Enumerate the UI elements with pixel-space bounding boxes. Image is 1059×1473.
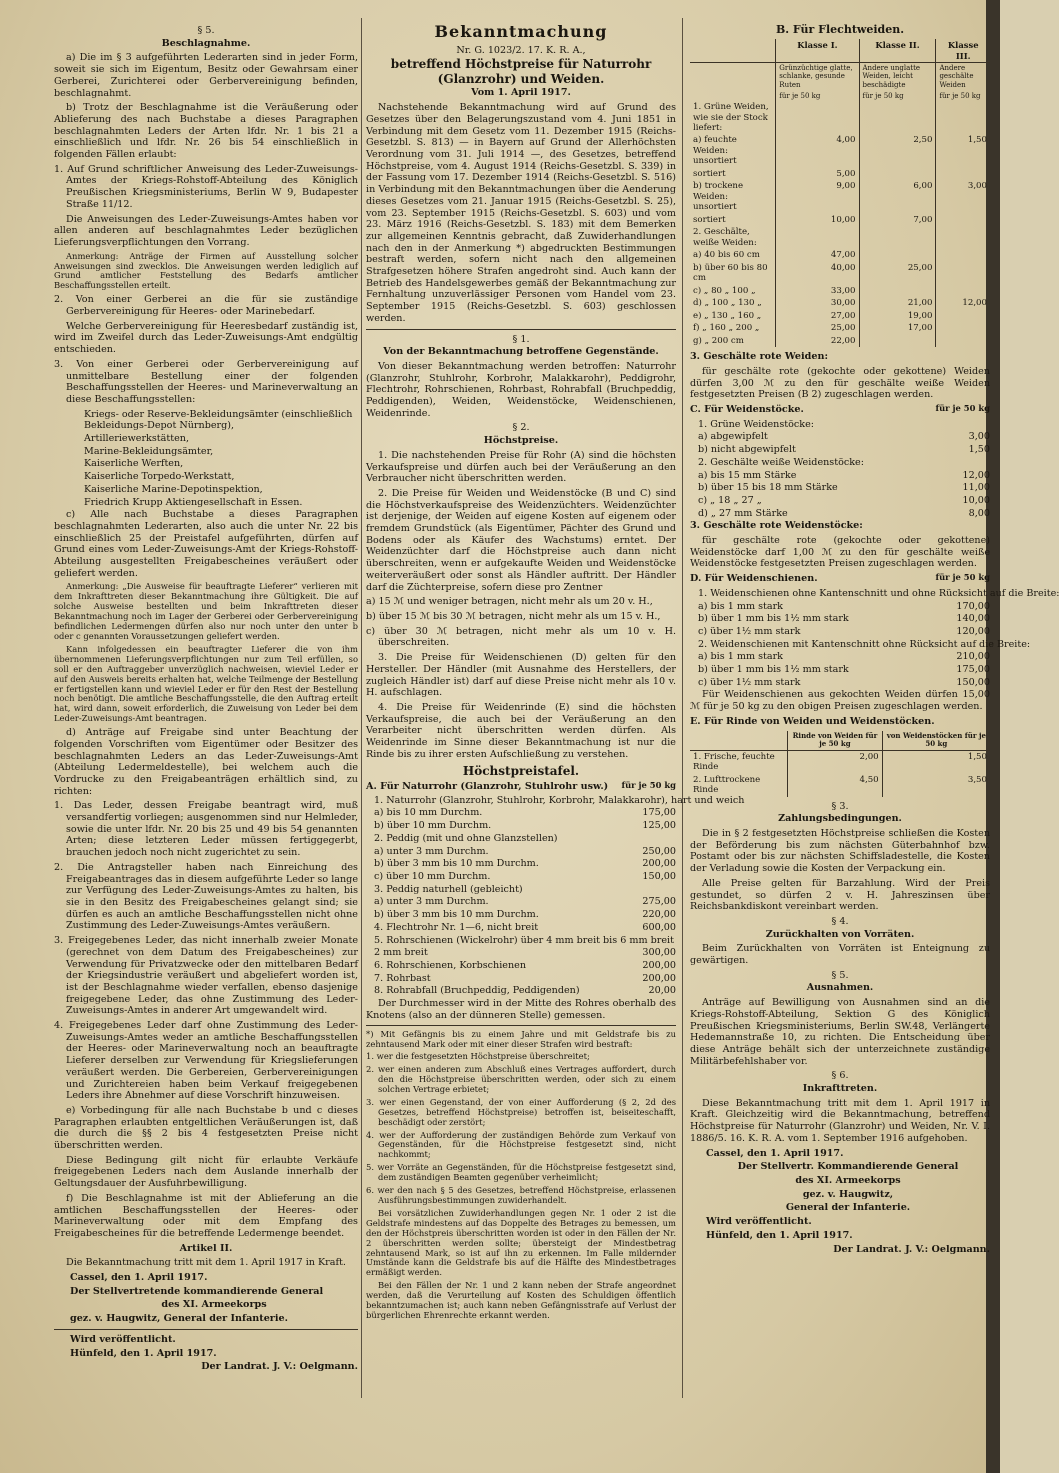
- list-item: 2. Die Antragsteller haben nach Einreichung des Freigabeantrages das in diesem aufgeführte Leder so lange zur Verfügung des Leder-Zuweisungs-Amtes zu halten, bis sie in den Besitz des Freigabescheines gelangt sind; sie dürfen es auch an amtliche Beschaffungsstellen nicht ohne Zustimmung des Leder-Zuweisungs-Amtes veräußern.: [54, 861, 358, 932]
- table-cell: sortiert: [693, 214, 726, 225]
- table-cell: 17,00: [859, 322, 936, 334]
- signature-line: gez. v. Haugwitz, General der Infanterie.: [70, 1313, 288, 1325]
- subheadline: (Glanzrohr) und Weiden.: [437, 71, 605, 86]
- table-cell: f) „ 160 „ 200 „: [693, 323, 760, 334]
- table-row: [690, 310, 990, 322]
- price-row: [374, 833, 676, 845]
- table-title: Höchstpreistafel.: [462, 764, 580, 779]
- column-1: [54, 22, 358, 1375]
- list-item: 2. Von einer Gerberei an die für sie zuständige Gerbervereinigung für Heeres- oder Marinebedarf.: [54, 294, 358, 317]
- price-value: [942, 419, 990, 431]
- table-cell: 2,50: [859, 134, 936, 167]
- price-row: [374, 884, 676, 896]
- paragraph: 1. Die nachstehenden Preise für Rohr (A) sind die höchsten Verkaufspreise und dürfen auch bei der Veräußerung an den Verbraucher nicht überschritten werden.: [366, 449, 676, 485]
- price-row: [374, 985, 676, 997]
- price-value: 125,00: [642, 820, 676, 832]
- article-title: Artikel II.: [179, 1242, 233, 1254]
- price-row: [698, 431, 990, 443]
- paragraph: Diese Bekanntmachung tritt mit dem 1. April 1917 in Kraft. Gleichzeitig wird die Bekanntmachung, betreffend Höchstpreise für Naturrohr (Glanzrohr) und Weiden, Nr. V. I. 1886/5. 16. K. R. A. vom 1. September 1916 aufgehoben.: [690, 1097, 990, 1144]
- price-value: 150,00: [642, 870, 676, 882]
- price-label: 7. Rohrbast: [374, 972, 431, 984]
- column-header: Rinde von Weiden für je 50 kg: [788, 731, 882, 751]
- footnote: Bei den Fällen der Nr. 1 und 2 kann neben der Strafe angeordnet werden, daß die Verurteilung auf Kosten des Schuldigen öffentlich bekanntzumachen ist; auch kann neben Gefängnisstrafe auf Verlust der bürgerlichen Ehrenrechte erkannt werden.: [366, 1280, 676, 1320]
- price-label: b) über 3 mm bis 10 mm Durchm.: [374, 909, 539, 921]
- price-row: [374, 922, 676, 934]
- table-cell: g) „ 200 cm: [693, 335, 744, 346]
- unit-cell: [690, 91, 776, 102]
- price-row: [698, 651, 990, 663]
- table-cell: 21,00: [859, 297, 936, 309]
- list-item: Artilleriewerkstätten,: [84, 433, 189, 445]
- price-label: 5. Rohrschienen (Wickelrohr) über 4 mm breit bis 6 mm breit: [374, 934, 674, 946]
- price-label: 1. Naturrohr (Glanzrohr, Stuhlrohr, Korbrohr, Malakkarohr), hart und weich: [374, 794, 745, 806]
- price-label: 3. Peddig naturhell (gebleicht): [374, 883, 523, 895]
- place-date: Hünfeld, den 1. April 1917.: [706, 1229, 853, 1241]
- table-cell: [859, 249, 936, 261]
- price-value: 8,00: [968, 507, 990, 519]
- price-label: a) unter 3 mm Durchm.: [374, 845, 489, 857]
- note: Kann infolgedessen ein beauftragter Lieferer die von ihm übernommenen Lieferungsverpflichtungen nur zum Teil erfüllen, so soll er den Auftraggeber unverzüglich nachweisen, wieviel Leder er auf den Ausweis bereits erhalten hat, welche Teilmenge der Bestellung er fertigstellen kann und wieviel Leder er für den Rest der Bestellung noch benötigt. Die amtliche Beschaffungsstelle, die den Auftrag erteilt hat, wird dann, soweit erforderlich, die Zuweisung von Leder bei dem Leder-Zuweisungs-Amt beantragen.: [54, 643, 358, 724]
- footnote: Bei vorsätzlichen Zuwiderhandlungen gegen Nr. 1 oder 2 ist die Geldstrafe mindestens auf das Doppelte des Betrages zu bemessen, um den der Höchstpreis überschritten worden ist oder in den Fällen der Nr. 2 überschritten werden sollte; übersteigt der Mindestbetrag zehntausend Mark, so ist auf ihn zu erkennen. Im Falle mildernder Umstände kann die Geldstrafe bis auf die Hälfte des Mindestbetrages ermäßigt werden.: [366, 1207, 676, 1278]
- list-item: Kaiserliche Werften,: [84, 458, 184, 470]
- price-row: [374, 935, 676, 947]
- divider: [366, 1025, 676, 1026]
- table-cell: [936, 335, 990, 347]
- table-cell: 4,00: [776, 134, 859, 167]
- signature-line: Der Landrat. J. V.: Oelgmann.: [833, 1243, 990, 1255]
- price-label: b) nicht abgewipfelt: [698, 444, 796, 456]
- footnote-item: 1. wer die festgesetzten Höchstpreise überschreitet;: [366, 1051, 590, 1062]
- section-title: Ausnahmen.: [806, 982, 874, 994]
- subheadline: betreffend Höchstpreise für Naturrohr: [390, 57, 652, 72]
- table-cell: [776, 226, 859, 249]
- price-value: 250,00: [642, 845, 676, 857]
- column-divider: [682, 18, 683, 1398]
- price-value: 170,00: [956, 600, 990, 612]
- table-row: [690, 285, 990, 297]
- signature-line: Der Stellvertr. Kommandierende General: [737, 1161, 959, 1173]
- list-item: 3. Von einer Gerberei oder Gerbervereinigung auf unmittelbare Bestellung einer der folgenden Beschaffungsstellen der Heeres- und Marineverwaltung an diese Beschaffungsstellen:: [54, 358, 358, 405]
- place-date: Cassel, den 1. April 1917.: [706, 1147, 844, 1159]
- table-cell: a) feuchte Weiden: unsortiert: [693, 135, 737, 167]
- unit-cell: für je 50 kg: [859, 91, 936, 102]
- paragraph: Die Bekanntmachung tritt mit dem 1. April 1917 in Kraft.: [66, 1257, 346, 1269]
- unit-cell: für je 50 kg: [936, 91, 990, 102]
- paragraph: Diese Bedingung gilt nicht für erlaubte Verkäufe freigegebenen Leders nach dem Auslande innerhalb der Geltungsdauer der Ausfuhrbewilligung.: [54, 1154, 358, 1190]
- table-row: [690, 226, 990, 249]
- price-value: 175,00: [956, 664, 990, 676]
- signature-line: Der Landrat. J. V.: Oelgmann.: [201, 1361, 358, 1373]
- list-item: 1. Das Leder, dessen Freigabe beantragt wird, muß versandfertig vorliegen; ausgenommen sind nur Helmleder, sowie die unter lfdr. Nr. 20 bis 25 und 49 bis 54 genannten Arten; diese letzteren Leder müssen fertiggegerbt, brauchen jedoch noch nicht zugerichtet zu sein.: [54, 800, 358, 859]
- table-row: [690, 249, 990, 261]
- table-cell: 1,50: [882, 750, 990, 773]
- table-cell: [936, 249, 990, 261]
- price-row: [698, 470, 990, 482]
- table-cell: 1. Grüne Weiden, wie sie der Stock liefert:: [693, 102, 769, 133]
- section-title: E. Für Rinde von Weiden und Weidenstöcken.: [690, 715, 935, 727]
- price-row: [374, 960, 676, 972]
- column-subheader: Grünzüchtige glatte, schlanke, gesunde Ruten: [776, 62, 859, 90]
- table-row: [690, 774, 990, 797]
- paragraph: 4. Die Preise für Weidenrinde (E) sind die höchsten Verkaufspreise, die auch bei der Veräußerung an den Verarbeiter nicht überschritten werden dürfen. Als Weidenrinde im Sinne dieser Bekanntmachung ist nur die Rinde bis zu ihrer ersten Aufschließung zu verstehen.: [366, 701, 676, 760]
- section-title: Höchstpreise.: [483, 435, 559, 447]
- price-value: 220,00: [642, 909, 676, 921]
- price-value: 150,00: [956, 676, 990, 688]
- price-list: [366, 794, 745, 997]
- price-value: 10,00: [962, 494, 990, 506]
- price-row: [698, 587, 1059, 600]
- table-cell: a) 40 bis 60 cm: [693, 250, 760, 261]
- price-label: d) „ 27 mm Stärke: [698, 507, 788, 519]
- table-cell: 2. Lufttrockene Rinde: [693, 774, 761, 796]
- price-row: [698, 444, 990, 456]
- section-label: A. Für Naturrohr (Glanzrohr, Stuhlrohr usw.): [366, 781, 609, 793]
- table-cell: [936, 226, 990, 249]
- table-cell: 47,00: [776, 249, 859, 261]
- table-section-header: [690, 573, 990, 585]
- price-label: c) über 1½ mm stark: [698, 676, 801, 688]
- price-value: 210,00: [956, 651, 990, 663]
- paragraph: c) Alle nach Buchstabe a dieses Paragraphen beschlagnahmten Lederarten, also auch die unter Nr. 22 bis einschließlich 25 der Preistafel aufgeführten, dürfen auf Grund eines vom Leder-Zuweisungs-Amt der Kriegs-Rohstoff-Abteilung ausgestellten Freigabescheines veräußert oder geliefert werden.: [54, 509, 358, 579]
- table-cell: sortiert: [693, 168, 726, 179]
- subsection-title: 3. Geschälte rote Weiden:: [690, 351, 829, 363]
- subsection-title: 3. Geschälte rote Weidenstöcke:: [690, 520, 863, 532]
- table-cell: [936, 285, 990, 297]
- paragraph: d) Anträge auf Freigabe sind unter Beachtung der folgenden Vorschriften vom Eigentümer oder Besitzer des beschlagnahmten Leders an das Leder-Zuweisungs-Amt (Abteilung Ledermeldestelle), bei welchem auch die Vordrucke zu den Freigabeanträgen erhältlich sind, zu richten:: [54, 727, 358, 797]
- divider: [54, 1329, 358, 1330]
- column-header: Klasse III.: [936, 39, 990, 62]
- table-row: [690, 297, 990, 309]
- section-title: Von der Bekanntmachung betroffene Gegenstände.: [383, 346, 659, 358]
- table-row: [690, 101, 990, 134]
- price-value: 140,00: [956, 613, 990, 625]
- table-cell: 1. Frische, feuchte Rinde: [693, 751, 775, 773]
- table-cell: 2,00: [788, 750, 882, 773]
- table-cell: 7,00: [859, 214, 936, 226]
- paragraph: Der Durchmesser wird in der Mitte des Rohres oberhalb des Knotens (also an der dünneren Stelle) gemessen.: [366, 998, 676, 1021]
- column-header: [690, 39, 776, 62]
- list-item: Marine-Bekleidungsämter,: [84, 445, 214, 457]
- section-title: B. Für Flechtweiden.: [775, 23, 905, 36]
- table-row: [690, 322, 990, 334]
- price-row: [698, 613, 990, 625]
- price-label: a) bis 1 mm stark: [698, 651, 783, 663]
- flechtweiden-table: [690, 39, 990, 347]
- section-number: § 1.: [512, 333, 530, 345]
- paragraph: Anträge auf Bewilligung von Ausnahmen sind an die Kriegs-Rohstoff-Abteilung, Sektion G des Königlich Preußischen Kriegsministeriums, Berlin SW.48, Verlängerte Hedemannstraße 10, zu richten. Die Entscheidung über diese Anträge behält sich der unterzeichnete zuständige Militärbefehlshaber vor.: [690, 997, 990, 1067]
- unit-label: für je 50 kg: [935, 403, 990, 414]
- table-cell: [859, 226, 936, 249]
- section-label: D. Für Weidenschienen.: [690, 573, 818, 585]
- paragraph: Nachstehende Bekanntmachung wird auf Grund des Gesetzes über den Belagerungszustand vom 4. Juni 1851 in Verbindung mit dem Gesetz vom 11. Dezember 1915 (Reichs-Gesetzbl. S. 813) — in Bayern auf Grund der Allerhöchsten Verordnung vom 31. Juli 1914 —, des Gesetzes, betreffend Höchstpreise, vom 4. August 1914 (Reichs-Gesetzbl. S. 339) in der Fassung vom 17. Dezember 1914 (Reichs-Gesetzbl. S. 516) in Verbindung mit den Bekanntmachungen über die Aenderung dieses Gesetzes vom 21. Januar 1915 (Reichs-Gesetzbl. S. 25), vom 23. September 1915 (Reichs-Gesetzbl. S. 603) und vom 23. März 1916 (Reichs-Gesetzbl. S. 183) mit dem Bemerken zur allgemeinen Kenntnis gebracht, daß Zuwiderhandlungen nach den in der Anmerkung *) abgedruckten Bestimmungen bestraft werden, sofern nicht nach den allgemeinen Strafgesetzen höhere Strafen angedroht sind. Auch kann der Betrieb des Handelsgewerbes gemäß der Bekanntmachung zur Fernhaltung unzuverlässiger Personen vom Handel vom 23. September 1915 (Reichs-Gesetzbl. S. 603) geschlossen werden.: [366, 102, 676, 324]
- table-cell: 3,00: [936, 180, 990, 213]
- price-label: c) über 10 mm Durchm.: [374, 870, 491, 882]
- list-item: Kaiserliche Marine-Depotinspektion,: [84, 483, 263, 495]
- signature-line: Der Stellvertretende kommandierende General: [70, 1285, 324, 1297]
- price-row: [374, 820, 676, 832]
- reference-number: Nr. G. 1023/2. 17. K. R. A.,: [456, 44, 586, 56]
- table-cell: 19,00: [859, 310, 936, 322]
- price-label: b) über 1 mm bis 1½ mm stark: [698, 664, 849, 676]
- table-cell: 1,50: [936, 134, 990, 167]
- price-value: 200,00: [642, 959, 676, 971]
- price-value: 20,00: [648, 985, 676, 997]
- price-value: 3,00: [968, 431, 990, 443]
- section-number: § 5.: [197, 25, 215, 36]
- price-label: 6. Rohrschienen, Korbschienen: [374, 959, 526, 971]
- paragraph: a) Die im § 3 aufgeführten Lederarten sind in jeder Form, soweit sie sich im Eigentum, Besitz oder Gewahrsam einer Gerberei, Zurichterei oder Gerbervereinigung befinden, beschlagnahmt.: [54, 52, 358, 99]
- price-label: 2. Geschälte weiße Weidenstöcke:: [698, 456, 864, 468]
- price-label: c) „ 18 „ 27 „: [698, 494, 762, 506]
- list-item: Kaiserliche Torpedo-Werkstatt,: [84, 471, 235, 483]
- table-cell: [859, 168, 936, 180]
- column-3: [690, 22, 1059, 1257]
- section-number: § 6.: [831, 1070, 849, 1082]
- table-cell: 22,00: [776, 335, 859, 347]
- column-header: [690, 731, 788, 751]
- price-row: [698, 482, 990, 494]
- column-subheader: [690, 62, 776, 90]
- table-row: [690, 134, 990, 167]
- table-cell: 30,00: [776, 297, 859, 309]
- section-number: § 4.: [831, 915, 849, 927]
- table-cell: 2. Geschälte, weiße Weiden:: [693, 227, 757, 248]
- price-label: 1. Weidenschienen ohne Kantenschnitt und ohne Rücksicht auf die Breite:: [698, 587, 1059, 599]
- paragraph: für geschälte rote (gekochte oder gekottene) Weidenstöcke darf 1,00 ℳ zu den für geschälte weiße Weidenstöcke festgesetzten Preisen zugeschlagen werden.: [690, 535, 990, 570]
- column-subheader: Andere unglatte Weiden, leicht beschädigte: [859, 62, 936, 90]
- price-row: [374, 807, 676, 819]
- price-row: [698, 638, 1031, 651]
- list-item: 1. Auf Grund schriftlicher Anweisung des Leder-Zuweisungs-Amtes der Kriegs-Rohstoff-Abteilung des Königlich Preußischen Kriegsministeriums, Berlin W 9, Budapester Straße 11/12.: [54, 163, 358, 210]
- place-date: Hünfeld, den 1. April 1917.: [70, 1347, 217, 1359]
- price-row: [698, 495, 990, 507]
- place-date: Cassel, den 1. April 1917.: [70, 1272, 208, 1284]
- table-cell: [776, 101, 859, 134]
- paragraph: Alle Preise gelten für Barzahlung. Wird der Preis gestundet, so dürfen 2 v. H. Jahreszinsen über Reichsbankdiskont vereinbart werden.: [690, 877, 990, 913]
- price-label: a) unter 3 mm Durchm.: [374, 896, 489, 908]
- divider: [366, 329, 676, 330]
- table-cell: d) „ 100 „ 130 „: [693, 298, 762, 309]
- paragraph: f) Die Beschlagnahme ist mit der Ablieferung an die amtlichen Beschaffungsstellen der Heeres- oder Marineverwaltung oder mit dem Empfang des Freigabescheines für die betreffende Ledermenge beendet.: [54, 1192, 358, 1239]
- price-label: a) bis 1 mm stark: [698, 600, 783, 612]
- signature-line: des XI. Armeekorps: [161, 1299, 267, 1311]
- table-cell: 40,00: [776, 262, 859, 285]
- price-value: 200,00: [642, 858, 676, 870]
- price-row: [374, 858, 676, 870]
- price-value: 12,00: [962, 469, 990, 481]
- list-item: a) 15 ℳ und weniger betragen, nicht mehr als um 20 v. H.,: [366, 596, 653, 608]
- price-label: c) über 1½ mm stark: [698, 625, 801, 637]
- footnote-item: 3. wer einen Gegenstand, der von einer Aufforderung (§ 2, 2d des Gesetzes, betreffend Höchstpreise) betroffen ist, beiseiteschafft, beschädigt oder zerstört;: [366, 1096, 676, 1127]
- table-cell: 5,00: [776, 168, 859, 180]
- price-list: [690, 419, 990, 520]
- price-row: [374, 973, 676, 985]
- price-value: 200,00: [642, 972, 676, 984]
- table-cell: 10,00: [776, 214, 859, 226]
- table-cell: [936, 310, 990, 322]
- price-label: 2 mm breit: [374, 947, 428, 959]
- price-label: a) abgewipfelt: [698, 431, 768, 443]
- table-cell: [936, 214, 990, 226]
- table-cell: c) „ 80 „ 100 „: [693, 285, 756, 296]
- paragraph: e) Vorbedingung für alle nach Buchstabe b und c dieses Paragraphen erlaubten entgeltlichen Veräußerungen ist, daß die durch die §§ 2 bis 4 festgesetzten Preise nicht überschritten werden.: [54, 1104, 358, 1152]
- paragraph: 3. Die Preise für Weidenschienen (D) gelten für den Hersteller. Der Händler (mit Ausnahme des Herstellers, der zugleich Händler ist) darf auf diese Preise nicht mehr als 10 v. H. aufschlagen.: [366, 652, 676, 699]
- price-label: 4. Flechtrohr Nr. 1—6, nicht breit: [374, 921, 539, 933]
- table-cell: 27,00: [776, 310, 859, 322]
- table-section-header: [366, 781, 676, 793]
- table-cell: [936, 322, 990, 334]
- price-label: b) über 3 mm bis 10 mm Durchm.: [374, 858, 539, 870]
- price-label: 2. Weidenschienen mit Kantenschnitt ohne Rücksicht auf die Breite:: [698, 638, 1031, 650]
- section-title: Zurückhalten von Vorräten.: [765, 928, 915, 940]
- price-value: [674, 935, 676, 947]
- footnote: *) Mit Gefängnis bis zu einem Jahre und mit Geldstrafe bis zu zehntausend Mark oder mit einer dieser Strafen wird bestraft:: [366, 1029, 676, 1050]
- publication-note: Wird veröffentlicht.: [70, 1333, 176, 1345]
- price-row: [374, 909, 676, 921]
- table-cell: b) über 60 bis 80 cm: [693, 262, 768, 284]
- price-row: [698, 601, 990, 613]
- price-value: 11,00: [962, 482, 990, 494]
- price-label: 2. Peddig (mit und ohne Glanzstellen): [374, 832, 558, 844]
- column-subheader: Andere geschälte Weiden: [936, 62, 990, 90]
- paragraph: Welche Gerbervereinigung für Heeresbedarf zuständig ist, wird im Zweifel durch das Leder-Zuweisungs-Amt endgültig entschieden.: [54, 320, 358, 356]
- price-row: [698, 677, 990, 689]
- table-cell: 3,50: [882, 774, 990, 797]
- table-cell: e) „ 130 „ 160 „: [693, 310, 762, 321]
- price-value: 120,00: [956, 625, 990, 637]
- price-label: b) über 10 mm Durchm.: [374, 820, 492, 832]
- signature-line: des XI. Armeekorps: [795, 1174, 901, 1186]
- headline: Bekanntmachung: [434, 22, 608, 41]
- paragraph: 2. Die Preise für Weiden und Weidenstöcke (B und C) sind die Höchstverkaufspreise des Weidenzüchters. Weidenzüchter ist derjenige, der Weiden auf eigene Kosten auf eigenem oder fremdem Grundstück (als Eigentümer, Pächter des Grund und Bodens oder als Käufer des Wachstums) erntet. Der Weidenzüchter darf die Höchstpreise auch dann nicht überschreiten, wenn er aufgekaufte Weiden und Weidenstöcke weiterveräußert oder sonst als Händler auftritt. Der Händler darf die Züchterpreise, sofern diese pro Zentner: [366, 487, 676, 593]
- table-cell: 25,00: [859, 262, 936, 285]
- table-cell: [859, 285, 936, 297]
- price-value: 175,00: [642, 807, 676, 819]
- price-label: 1. Grüne Weidenstöcke:: [698, 418, 815, 430]
- footnote-item: 4. wer der Aufforderung der zuständigen Behörde zum Verkauf von Gegenständen, für die Höchstpreise festgesetzt sind, nicht nachkommt;: [366, 1129, 676, 1160]
- paragraph: für geschälte rote (gekochte oder gekottene) Weiden dürfen 3,00 ℳ zu den für geschälte weiße Weiden festgesetzten Preisen (B 2) zugeschlagen werden.: [690, 365, 990, 401]
- price-row: [374, 896, 676, 908]
- publication-note: Wird veröffentlicht.: [706, 1216, 812, 1228]
- footnote-item: 5. wer Vorräte an Gegenständen, für die Höchstpreise festgesetzt sind, dem zuständigen Beamten gegenüber verheimlicht;: [366, 1162, 676, 1183]
- column-header: von Weidenstöcken für je 50 kg: [882, 731, 990, 751]
- table-cell: [936, 168, 990, 180]
- table-section-header: [690, 404, 990, 416]
- price-value: 300,00: [642, 947, 676, 959]
- table-cell: 25,00: [776, 322, 859, 334]
- table-cell: 33,00: [776, 285, 859, 297]
- paragraph: Für Weidenschienen aus gekochten Weiden dürfen 15,00 ℳ für je 50 kg zu den obigen Preisen zugeschlagen werden.: [690, 689, 990, 713]
- paragraph: b) Trotz der Beschlagnahme ist die Veräußerung oder Ablieferung des nach Buchstabe a dieses Paragraphen beschlagnahmten Leders der Arten lfdr. Nr. 1 bis 21 a einschließlich und lfdr. Nr. 26 bis 54 einschließlich in folgenden Fällen erlaubt:: [54, 102, 358, 161]
- table-row: [690, 214, 990, 226]
- section-number: § 5.: [831, 969, 849, 981]
- list-item: c) über 30 ℳ betragen, nicht mehr als um 10 v. H. überschreiten.: [366, 625, 676, 649]
- price-label: 8. Rohrabfall (Bruchpeddig, Peddigenden): [374, 985, 580, 997]
- unit-label: für je 50 kg: [621, 780, 676, 791]
- table-row: [690, 168, 990, 180]
- price-label: a) bis 15 mm Stärke: [698, 469, 797, 481]
- table-row: [690, 335, 990, 347]
- price-value: 600,00: [642, 921, 676, 933]
- price-value: 275,00: [642, 896, 676, 908]
- column-header: Klasse II.: [859, 39, 936, 62]
- section-title: Beschlagnahme.: [161, 37, 251, 49]
- table-row: [690, 262, 990, 285]
- section-title: Inkrafttreten.: [802, 1083, 878, 1095]
- price-value: [942, 457, 990, 469]
- list-item: Friedrich Krupp Aktiengesellschaft in Essen.: [84, 496, 303, 508]
- unit-cell: für je 50 kg: [776, 91, 859, 102]
- list-item: 3. Freigegebenes Leder, das nicht innerhalb zweier Monate (gerechnet von dem Datum des Freigabescheines) zur Verwendung für Privatzwecke oder den mittelbaren Bedarf der Kriegsindustrie veräußert und abgeliefert worden ist, ist der Beschlagnahme wieder verfallen, ebenso dasjenige freigegebene Leder, das ohne Zustimmung des Leder-Zuweisungs-Amtes in anderer Art umgewandelt wird.: [54, 935, 358, 1017]
- price-row: [698, 508, 990, 520]
- table-cell: [859, 101, 936, 134]
- price-label: b) über 1 mm bis 1½ mm stark: [698, 613, 849, 625]
- price-row: [698, 626, 990, 638]
- price-value: [628, 833, 676, 845]
- table-cell: 9,00: [776, 180, 859, 213]
- paragraph: Die in § 2 festgesetzten Höchstpreise schließen die Kosten der Beförderung bis zum nächsten Güterbahnhof bzw. Postamt oder bis zur nächsten Schiffsladestelle, die Kosten der Verladung sowie die Kosten der Verpackung ein.: [690, 828, 990, 875]
- signature-line: General der Infanterie.: [785, 1202, 911, 1214]
- price-row: [374, 794, 745, 807]
- price-row: [374, 871, 676, 883]
- table-cell: [859, 335, 936, 347]
- price-label: b) über 15 bis 18 mm Stärke: [698, 482, 838, 494]
- price-row: [374, 846, 676, 858]
- paragraph: Von dieser Bekanntmachung werden betroffen: Naturrohr (Glanzrohr, Stuhlrohr, Korbrohr, Malakkarohr), Peddigrohr, Flechtrohr, Rohrschienen, Rohrbast, Rohrabfall (Bruchpeddig, Peddigenden), Weiden, Weidenstöcke, Weidenschienen, Weidenrinde.: [366, 360, 676, 419]
- section-label: C. Für Weidenstöcke.: [690, 404, 804, 416]
- section-number: § 2.: [512, 422, 530, 434]
- price-value: 1,50: [968, 444, 990, 456]
- price-list: [690, 587, 1059, 689]
- section-number: § 3.: [831, 800, 849, 812]
- column-divider: [361, 18, 362, 1398]
- unit-label: für je 50 kg: [935, 572, 990, 583]
- rinde-table: [690, 731, 990, 797]
- note: Anmerkung: „Die Ausweise für beauftragte Lieferer“ verlieren mit dem Inkrafttreten dieser Bekanntmachung ihre Gültigkeit. Die auf solche Ausweise bestellten und beim Inkrafttreten dieser Bekanntmachung noch im Lager der Gerberei oder Gerbervereinigung befindlichen Ledermengen dürfen also nur noch unter den unter b oder c genannten Voraussetzungen geliefert werden.: [54, 581, 358, 641]
- price-row: [698, 419, 990, 431]
- table-cell: [936, 101, 990, 134]
- note: Anmerkung: Anträge der Firmen auf Ausstellung solcher Anweisungen sind zwecklos. Die Anweisungen werden lediglich auf Grund amtlicher Feststellung des Bedarfs amtlicher Beschaffungsstellen erteilt.: [54, 250, 358, 291]
- price-row: [374, 947, 676, 959]
- list-item: 4. Freigegebenes Leder darf ohne Zustimmung des Leder-Zuweisungs-Amtes weder an amtliche Beschaffungsstellen der Heeres- oder Marineverwaltung noch an beauftragte Lieferer derselben zur Verwendung für Kriegslieferungen veräußert werden. Die Gerbereien, Gerbervereinigungen und Zurichtereien haben beim Verkauf freigegebenen Leders ihre Abnehmer auf diese Vorschrift hinzuweisen.: [54, 1020, 358, 1102]
- price-row: [698, 457, 990, 469]
- footnote-item: 6. wer den nach § 5 des Gesetzes, betreffend Höchstpreise, erlassenen Ausführungsbestimmungen zuwiderhandelt.: [366, 1185, 676, 1206]
- price-row: [698, 664, 990, 676]
- table-cell: 6,00: [859, 180, 936, 213]
- section-title: Zahlungsbedingungen.: [778, 813, 902, 825]
- table-cell: b) trockene Weiden: unsortiert: [693, 181, 744, 213]
- paragraph: Beim Zurückhalten von Vorräten ist Enteignung zu gewärtigen.: [690, 943, 990, 967]
- date-line: Vom 1. April 1917.: [471, 87, 571, 99]
- table-row: [690, 750, 990, 773]
- list-item: Kriegs- oder Reserve-Bekleidungsämter (einschließlich Bekleidungs-Depot Nürnberg),: [84, 408, 353, 432]
- column-header: Klasse I.: [776, 39, 859, 62]
- table-cell: 12,00: [936, 297, 990, 309]
- table-cell: 4,50: [788, 774, 882, 797]
- footnote-item: 2. wer einen anderen zum Abschluß eines Vertrages auffordert, durch den die Höchstpreise überschritten werden, oder sich zu einem solchen Vertrage erbietet;: [366, 1064, 676, 1094]
- list-item: b) über 15 ℳ bis 30 ℳ betragen, nicht mehr als um 15 v. H.,: [366, 611, 661, 622]
- paragraph: Die Anweisungen des Leder-Zuweisungs-Amtes haben vor allen anderen auf beschlagnahmtes Leder bezüglichen Lieferungsverpflichtungen den Vorrang.: [54, 213, 358, 248]
- table-cell: [936, 262, 990, 285]
- table-row: [690, 180, 990, 213]
- price-value: [628, 884, 676, 896]
- price-label: a) bis 10 mm Durchm.: [374, 807, 483, 819]
- signature-line: gez. v. Haugwitz,: [802, 1188, 894, 1200]
